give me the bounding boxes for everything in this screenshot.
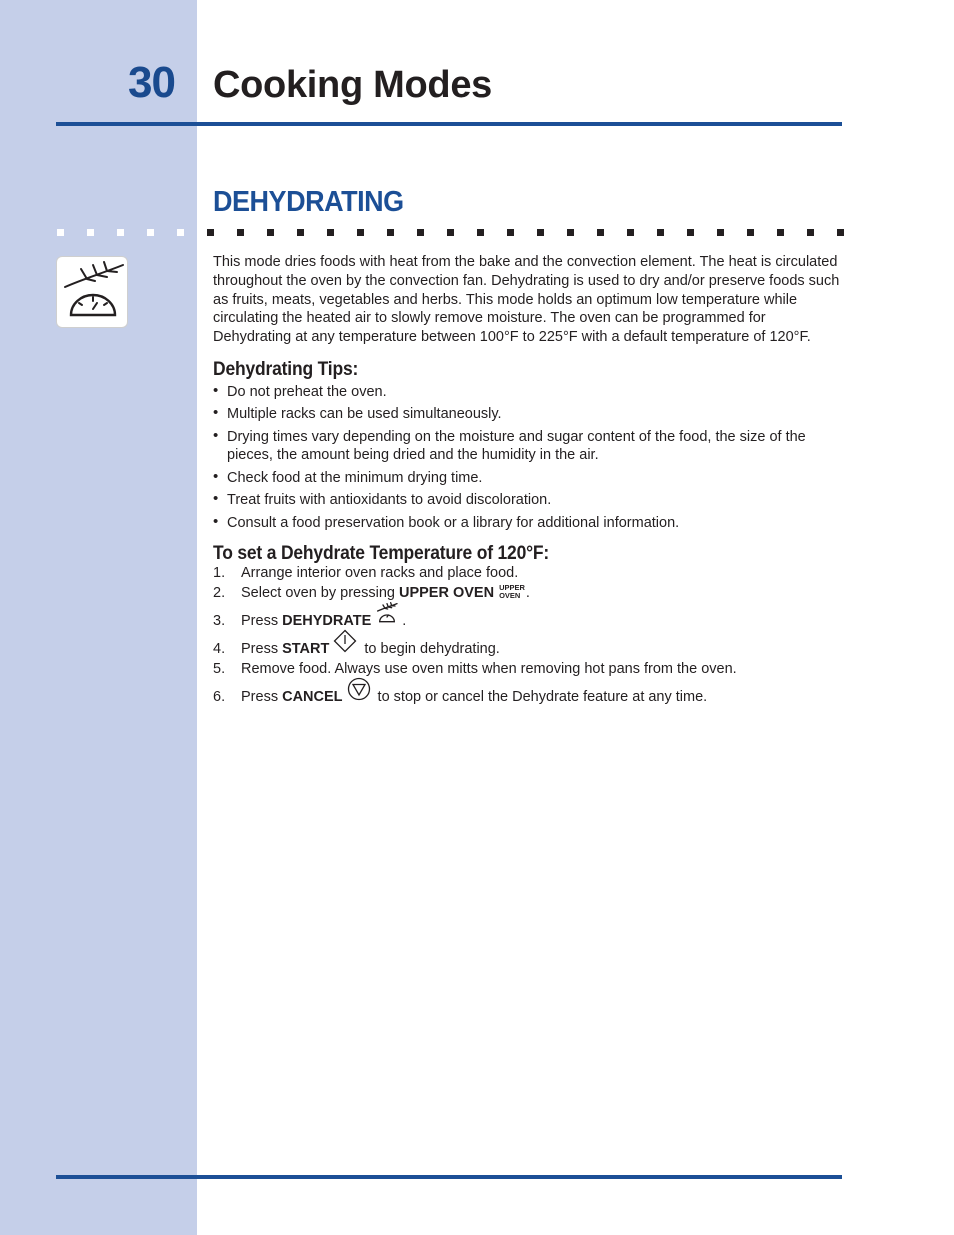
key-name: DEHYDRATE: [282, 613, 372, 630]
divider-dot: [267, 229, 274, 236]
divider-dot: [117, 229, 124, 236]
left-sidebar-band: [0, 0, 197, 1235]
divider-dot: [207, 229, 214, 236]
divider-dot: [777, 229, 784, 236]
list-item: [213, 514, 843, 533]
divider-dot: [567, 229, 574, 236]
step-item: [213, 603, 843, 631]
bullet: •: [213, 512, 219, 530]
step-text: Press: [241, 613, 283, 630]
divider-dot: [177, 229, 184, 236]
dehydrate-icon: [56, 256, 128, 328]
step-text: Press: [241, 689, 283, 706]
tip-text: Drying times vary depending on the moisture and sugar content of the food, the size of the pieces, the amount being dried and the humidity in the air.: [227, 428, 806, 464]
divider-dot: [417, 229, 424, 236]
step-text: Press: [241, 641, 283, 658]
start-icon: [333, 629, 357, 659]
step-text: Select oven by pressing: [241, 585, 399, 602]
footer-rule: [56, 1175, 842, 1179]
step-number: 1.: [213, 565, 226, 582]
divider-dot: [357, 229, 364, 236]
divider-dot: [507, 229, 514, 236]
divider-dot: [717, 229, 724, 236]
step-number: 6.: [213, 689, 226, 706]
step-item: [213, 564, 843, 583]
step-text: .: [525, 585, 530, 602]
list-item: [213, 405, 843, 424]
content-area: [213, 253, 843, 707]
divider-dot: [387, 229, 394, 236]
page-number: 30: [128, 58, 175, 107]
tip-text: Consult a food preservation book or a library for additional information.: [227, 514, 680, 531]
divider-dot: [837, 229, 844, 236]
divider-dot: [537, 229, 544, 236]
tip-text: Treat fruits with antioxidants to avoid discoloration.: [227, 492, 552, 509]
divider-dot: [57, 229, 64, 236]
step-text: to begin dehydrating.: [360, 641, 500, 658]
step-number: 5.: [213, 661, 226, 678]
divider-dot: [807, 229, 814, 236]
step-number: 2.: [213, 585, 226, 602]
divider-dot: [87, 229, 94, 236]
list-item: [213, 383, 843, 402]
list-item: [213, 469, 843, 488]
steps-list: [213, 564, 843, 707]
divider-dot: [597, 229, 604, 236]
divider-dot: [747, 229, 754, 236]
dotted-divider: [0, 229, 860, 237]
divider-dot: [327, 229, 334, 236]
header-rule: [56, 122, 842, 126]
divider-dot: [297, 229, 304, 236]
divider-dot: [657, 229, 664, 236]
upper-oven-key-icon: UPPER OVEN: [499, 583, 525, 601]
divider-dot: [447, 229, 454, 236]
divider-dot: [627, 229, 634, 236]
step-text: to stop or cancel the Dehydrate feature at any time.: [373, 689, 708, 706]
step-text: Remove food. Always use oven mitts when removing hot pans from the oven.: [241, 661, 737, 678]
bullet: •: [213, 467, 219, 485]
step-item: [213, 631, 843, 659]
divider-dot: [687, 229, 694, 236]
step-item: [213, 679, 843, 707]
tip-text: Check food at the minimum drying time.: [227, 469, 483, 486]
step-item: [213, 659, 843, 679]
dehydrate-icon: [375, 601, 399, 631]
list-item: [213, 491, 843, 510]
step-text: .: [402, 613, 407, 630]
bullet: •: [213, 381, 219, 399]
bullet: •: [213, 426, 219, 444]
chapter-title: Cooking Modes: [213, 64, 492, 106]
bullet: •: [213, 404, 219, 422]
key-name: CANCEL: [282, 689, 343, 706]
bullet: •: [213, 490, 219, 508]
key-name: UPPER OVEN: [398, 585, 495, 602]
steps-heading: To set a Dehydrate Temperature of 120°F:: [213, 543, 550, 565]
intro-paragraph: This mode dries foods with heat from the bake and the convection element. The heat is circulated throughout the oven by the convection fan. Dehydrating is used to dry and/or preserve foods such as fruits, meats, vegetables and herbs. This mode holds an optimum low temperature while circulating the heated air to slowly remove moisture. The oven can be programmed for Dehydrating at any temperature between 100°F to 225°F with a default temperature of 120°F.: [213, 254, 840, 346]
tip-text: Do not preheat the oven.: [227, 383, 387, 400]
key-name: START: [282, 641, 330, 658]
divider-dot: [477, 229, 484, 236]
cancel-icon: [347, 677, 371, 707]
step-text: Arrange interior oven racks and place food.: [241, 565, 519, 582]
divider-dot: [237, 229, 244, 236]
divider-dot: [147, 229, 154, 236]
tip-text: Multiple racks can be used simultaneously.: [227, 406, 502, 423]
step-item: [213, 583, 843, 603]
step-number: 4.: [213, 641, 226, 658]
step-number: 3.: [213, 613, 226, 630]
list-item: [213, 428, 843, 466]
tips-heading: Dehydrating Tips:: [213, 358, 359, 380]
tips-list: [213, 383, 843, 533]
section-title: DEHYDRATING: [213, 186, 404, 218]
